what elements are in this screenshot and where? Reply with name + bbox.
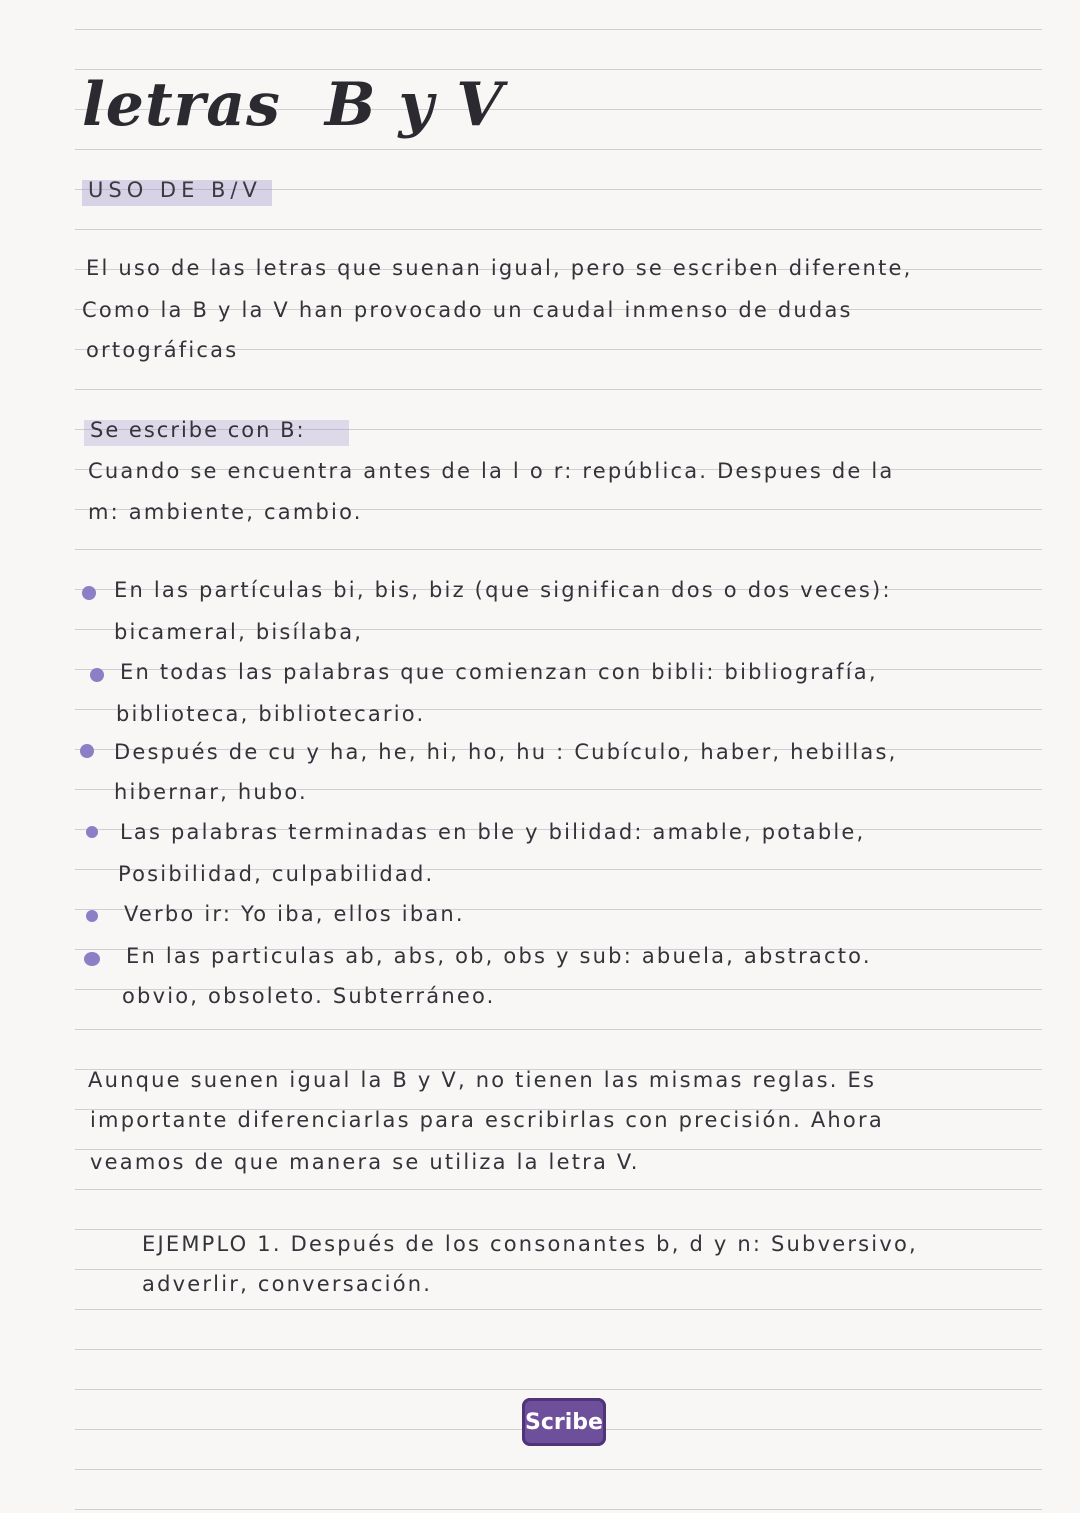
logo-text: Scribe (525, 1409, 603, 1435)
scribe-logo (522, 1398, 606, 1446)
section-subtitle: USO DE B/V (88, 178, 262, 202)
bullet-dot (80, 744, 94, 758)
bullet-dot (86, 826, 98, 838)
bullet-1-line-1: En las partículas bi, bis, biz (que significan dos o dos veces): (114, 578, 892, 602)
bullet-dot (86, 910, 98, 922)
bullet-2-line-1: En todas las palabras que comienzan con bibli: bibliografía, (120, 660, 878, 684)
bullet-4-line-1: Las palabras terminadas en ble y bilidad: amable, potable, (120, 820, 866, 844)
bullet-2-line-2: biblioteca, bibliotecario. (116, 702, 426, 726)
bullet-6-line-1: En las particulas ab, abs, ob, obs y sub: abuela, abstracto. (126, 944, 872, 968)
title-letter-v: V (456, 70, 504, 140)
intro-line-2: Como la B y la V han provocado un caudal inmenso de dudas (82, 298, 853, 322)
bullet-4-line-2: Posibilidad, culpabilidad. (118, 862, 435, 886)
page-title (82, 70, 504, 140)
conclusion-line-2: importante diferenciarlas para escribirlas con precisión. Ahora (90, 1108, 884, 1132)
bullet-6-line-2: obvio, obsoleto. Subterráneo. (122, 984, 496, 1008)
section-b-line-1: Cuando se encuentra antes de la l o r: república. Despues de la (88, 459, 895, 483)
section-b-heading: Se escribe con B: (90, 418, 306, 442)
title-letter-b: B (324, 70, 377, 140)
example-line-1: EJEMPLO 1. Después de los consonantes b, d y n: Subversivo, (142, 1232, 918, 1256)
title-word: letras (82, 70, 281, 140)
example-line-2: adverlir, conversación. (142, 1272, 433, 1296)
bullet-3-line-1: Después de cu y ha, he, hi, ho, hu : Cubículo, haber, hebillas, (114, 740, 898, 764)
bullet-dot (82, 586, 96, 600)
bullet-dot (84, 952, 100, 966)
intro-line-3: ortográficas (86, 338, 239, 362)
bullet-dot (90, 668, 104, 682)
intro-line-1: El uso de las letras que suenan igual, pero se escriben diferente, (86, 256, 913, 280)
conclusion-line-3: veamos de que manera se utiliza la letra V. (90, 1150, 640, 1174)
conclusion-line-1: Aunque suenen igual la B y V, no tienen las mismas reglas. Es (88, 1068, 877, 1092)
bullet-5-line-1: Verbo ir: Yo iba, ellos iban. (124, 902, 465, 926)
title-conjunction: y (398, 70, 435, 140)
bullet-3-line-2: hibernar, hubo. (114, 780, 308, 804)
section-b-line-2: m: ambiente, cambio. (88, 500, 363, 524)
bullet-1-line-2: bicameral, bisílaba, (114, 620, 364, 644)
